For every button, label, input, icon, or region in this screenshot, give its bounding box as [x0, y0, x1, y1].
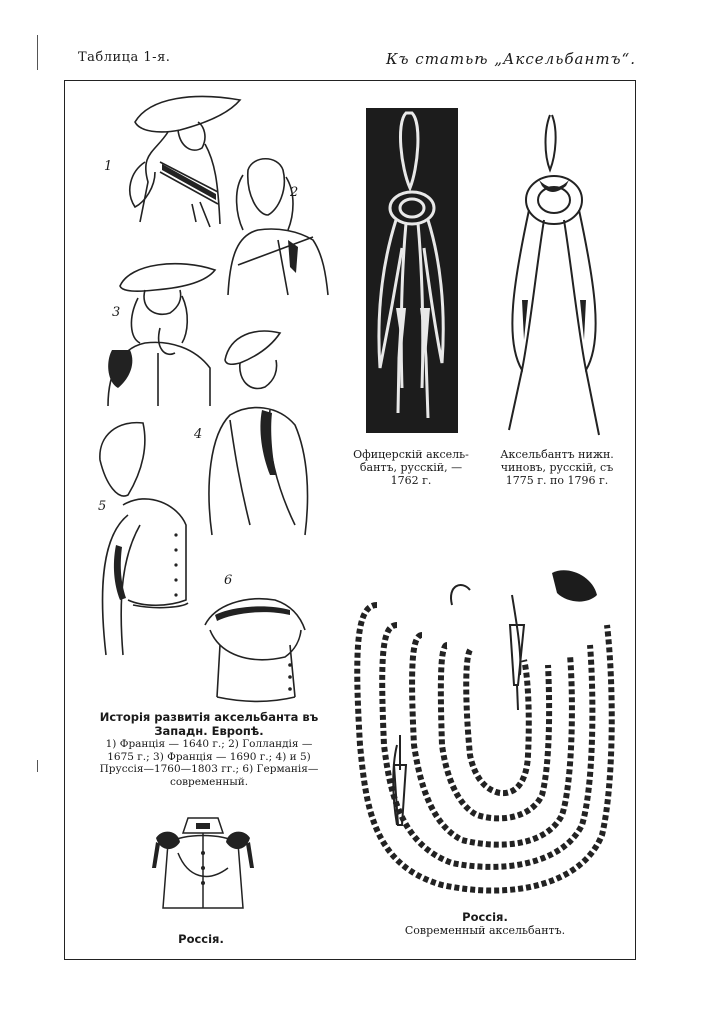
scan-edge-mark: [37, 760, 38, 772]
figure-2-holland-drawing: [218, 155, 333, 300]
history-text-line: 1) Франція — 1640 г.; 2) Голландія —: [105, 738, 313, 750]
officer-caption-line: 1762 г.: [390, 474, 432, 487]
figure-3-number: 3: [112, 305, 121, 320]
scan-edge-mark: [37, 35, 38, 70]
lower-ranks-caption-line: 1775 г. по 1796 г.: [505, 474, 609, 487]
lower-ranks-caption-line: чиновъ, русскій, съ: [500, 461, 614, 474]
officer-caption-line: бантъ, русскій, —: [359, 461, 463, 474]
article-reference: Къ статьѣ „Аксельбантъ“.: [385, 50, 636, 68]
plate-number: Таблица 1-я.: [78, 50, 171, 65]
history-title-line: Исторія развитія аксельбанта въ: [99, 710, 319, 724]
history-text-line: Пруссія—1760—1803 гг.; 6) Германія—: [99, 763, 319, 775]
history-title-line: Западн. Европѣ.: [154, 724, 264, 738]
history-caption-text: [86, 738, 332, 788]
figure-5-prussia-drawing: [88, 415, 203, 660]
figure-5-number: 5: [98, 499, 107, 514]
history-caption-title: [86, 710, 332, 738]
officer-caption-line: Офицерскій аксель-: [353, 448, 469, 461]
figure-6-number: 6: [224, 573, 233, 588]
officer-aiguillette-1762-photo: [366, 108, 458, 433]
figure-4-prussia-drawing: [200, 325, 315, 540]
figure-6-germany-drawing: [195, 585, 315, 705]
figure-1-number: 1: [104, 159, 113, 174]
russia-uniform-caption: Россія.: [178, 932, 224, 946]
officer-aiguillette-caption: [352, 448, 470, 487]
lower-ranks-caption-line: Аксельбантъ нижн.: [500, 448, 614, 461]
russia-uniform-drawing: [148, 808, 258, 913]
modern-russian-aiguillette-drawing: [352, 565, 622, 910]
lower-ranks-aiguillette-drawing: [494, 110, 619, 440]
lower-ranks-aiguillette-caption: [495, 448, 619, 487]
history-text-line: современный.: [169, 775, 249, 788]
russia-modern-caption-title: Россія.: [462, 910, 508, 924]
history-text-line: 1675 г.; 3) Франція — 1690 г.; 4) и 5): [107, 750, 311, 763]
figure-4-number: 4: [194, 427, 203, 442]
russia-modern-caption-sub: Современный аксельбантъ.: [404, 924, 566, 937]
figure-2-number: 2: [290, 185, 299, 200]
